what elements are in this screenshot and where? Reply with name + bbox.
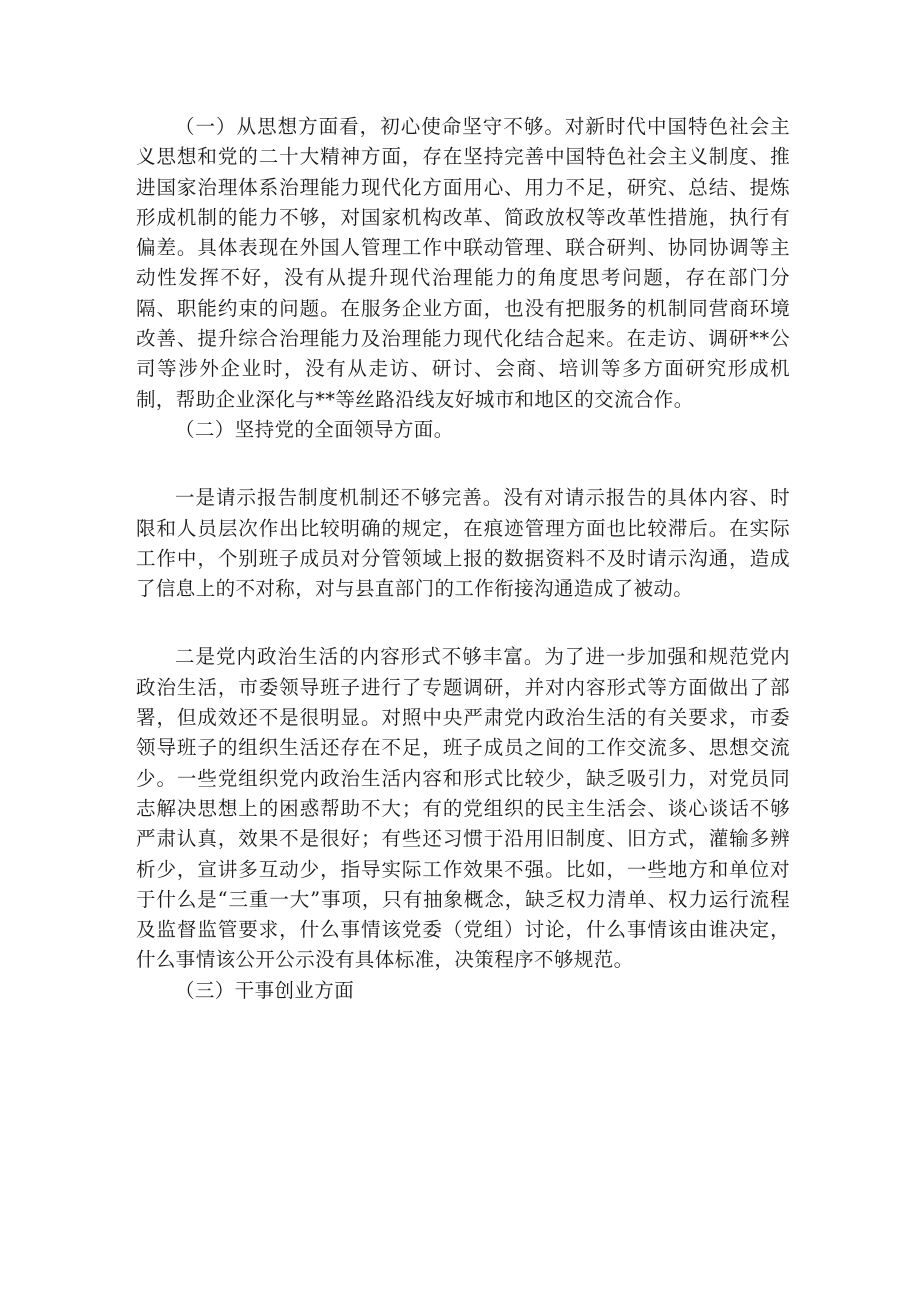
paragraph-ideology: （一）从思想方面看，初心使命坚守不够。对新时代中国特色社会主义思想和党的二十大精神方面，存在坚持完善中国特色社会主义制度、推进国家治理体系治理能力现代化方面用心、用力不足，研究、总结、提炼形成机制的能力不够，对国家机构改革、简政放权等改革性措施，执行有偏差。具体表现在外国人管理工作中联动管理、联合研判、协同协调等主动性发挥不好，没有从提升现代治理能力的角度思考问题，存在部门分隔、职能约束的问题。在服务企业方面，也没有把服务的机制同营商环境改善、提升综合治理能力及治理能力现代化结合起来。在走访、调研**公司等涉外企业时，没有从走访、研讨、会商、培训等多方面研究形成机制，帮助企业深化与**等丝路沿线友好城市和地区的交流合作。 bbox=[136, 115, 790, 411]
document-body bbox=[136, 112, 790, 1006]
paragraph-political-life: 二是党内政治生活的内容形式不够丰富。为了进一步加强和规范党内政治生活，市委领导班子进行了专题调研，并对内容形式等方面做出了部署，但成效还不是很明显。对照中央严肃党内政治生活的有关要求，市委领导班子的组织生活还存在不足，班子成员之间的工作交流多、思想交流少。一些党组织党内政治生活内容和形式比较少，缺乏吸引力，对党员同志解决思想上的困惑帮助不大；有的党组织的民主生活会、谈心谈话不够严肃认真，效果不是很好；有些还习惯于沿用旧制度、旧方式，灌输多辨析少，宣讲多互动少，指导实际工作效果不强。比如，一些地方和单位对于什么是“三重一大”事项，只有抽象概念，缺乏权力清单、权力运行流程及监督监管要求，什么事情该党委（党组）讨论，什么事情该由谁决定，什么事情该公开公示没有具体标准，决策程序不够规范。 bbox=[136, 645, 790, 972]
section-heading-leadership: （二）坚持党的全面领导方面。 bbox=[175, 417, 454, 441]
paragraph-reporting-system: 一是请示报告制度机制还不够完善。没有对请示报告的具体内容、时限和人员层次作出比较明确的规定，在痕迹管理方面也比较滞后。在实际工作中，个别班子成员对分管领域上报的数据资料不及时请示沟通，造成了信息上的不对称，对与县直部门的工作衔接沟通造成了被动。 bbox=[136, 486, 790, 601]
section-heading-entrepreneurship: （三）干事创业方面 bbox=[175, 978, 355, 1002]
